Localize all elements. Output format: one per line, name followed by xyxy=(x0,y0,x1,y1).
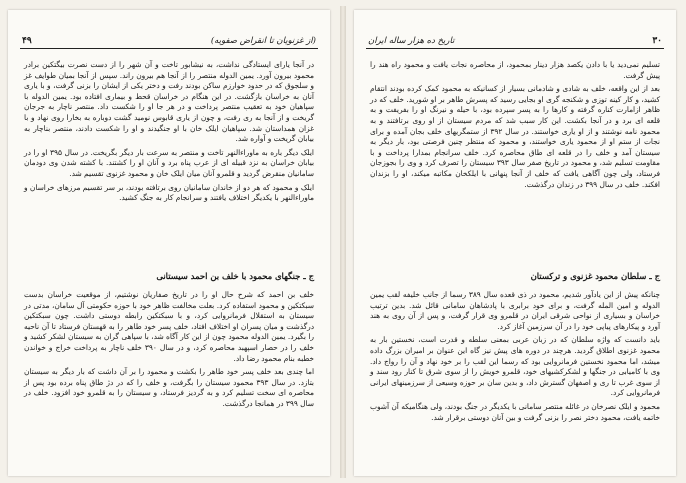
book-gutter xyxy=(340,6,346,478)
left-page-number: ۴۹ xyxy=(22,36,32,46)
paragraph: اما چندی بعد خلف پسر خود طاهر را بکشت و محمود را بر آن داشت که بار دیگر به سیستان بتازد. در سال ۳۹۳ محمود سیستان را بگرفت، و خلف را که در دژ طاق پناه برده بود پس از محاصره ای سخت تسلیم کرد و به گردیز فرستاد، و سیستان را به قلمرو خود افزود. خلف در سال ۳۹۹ در همانجا درگذشت. xyxy=(24,367,314,408)
left-page-header xyxy=(20,32,318,49)
paragraph: بعد از این واقعه، خلف به شادی و شادمانی بسیار از کسانیکه به محمود کمک کرده بودند انتقام کشید، و کار کینه توزی و شکنجه گری او بجایی رسید که پسرش طاهر بر او شورید. خلف که در ظاهر ازامارت کناره گرفته و کارها را به پسر سپرده بود، با حیله و نیرنگ او را بفریفت و به قلعه ای برد و در آنجا بکشت. این کار سبب شد که مردم سیستان از او روی برتافتند و به محمود نامه نوشتند و از او یاری خواستند. در سال ۳۹۲ از ستمگریهای خلف بجان آمده و برای نجات از ستم او از محمود یاری خواستند، و محمود که منتظر چنین فرصتی بود، بار دیگر به سیستان آمد و خلف را در قلعه ای طاق محاصره کرد. خلف سرانجام بمدارا پرداخت و با مقاومت تسلیم شد، و محمود در تاریخ صفر سال ۳۹۳ سیستان را تصرف کرد و وی را بجوزجان فرستاد، ولی چون آگاهی یافت که خلف از آنجا پنهانی با ایلکخان مکاتبه میکند، او را بزندان افکند. خلف در سال ۳۹۹ در زندان درگذشت. xyxy=(370,84,660,189)
paragraph: محمود و ایلک نصرخان در غائله منتصر سامانی با یکدیگر در جنگ بودند، ولی هنگامیکه آن آشوب خاتمه یافت، محمود دختر نصر را بزنی گرفت و بین آنان دوستی برقرار شد. xyxy=(370,401,660,422)
paragraph: ایلک دیگر باره به ماوراءالنهر تاخت و منتصر به سرعت بار دیگر بگریخت. در سال ۳۹۵ او را در بیابان خراسان به نزد قبیله ای از عرب پناه برد و آنان او را کشتند. با کشته شدن وی دودمان سامانیان منقرض گردید و قلمرو آنان میان ایلک خان و محمود غزنوی تقسیم شد. xyxy=(24,147,314,178)
paragraph: تسلیم نمی‌دید یا با دادن یکصد هزار دینار بمحمود، از محاصره نجات یافت و محمود راه هند را پیش گرفت. xyxy=(370,60,660,80)
right-page xyxy=(354,10,676,476)
left-page xyxy=(8,10,330,476)
left-section1-text xyxy=(24,60,314,207)
right-section1-text xyxy=(370,60,660,193)
right-section2-text xyxy=(370,290,660,426)
paragraph: ایلک و محمود که هر دو از خاندان سامانیان روی برتافته بودند، بر سر تقسیم مرزهای خراسان و ماوراءالنهر با یکدیگر اختلاف یافتند و سرانجام کار به جنگ کشید. xyxy=(24,182,314,203)
right-section2-heading: ج ـ سلطان محمود غزنوی و ترکستان xyxy=(530,271,660,281)
right-page-number: ۳۰ xyxy=(652,36,662,46)
left-section2-heading: ج ـ جنگهای محمود با خلف بن احمد سیستانی xyxy=(156,271,314,281)
paragraph: باید دانست که واژه سلطان که در زبان عربی بمعنی سلطه و قدرت است، نخستین بار به محمود غزنوی اطلاق گردید. هرچند در دوره های پیش نیز گاه این عنوان بر امیران بزرگ داده میشد، اما محمود نخستین فرمانروایی بود که رسما این لقب را بر خود نهاد و آن را رواج داد. وی با کامیابی در جنگها و لشکرکشیهای خود، قلمرو خویش را از سوی شرق تا کنار رود سند و از سوی غرب تا ری و اصفهان گسترش داد، و بدین سان بر حوزه وسیعی از سرزمینهای ایرانی فرمانروایی کرد. xyxy=(370,335,660,398)
right-page-header xyxy=(366,32,664,49)
paragraph: چنانکه پیش از این یادآور شدیم، محمود در ذی قعده سال ۳۸۹ رسما از جانب خلیفه لقب یمین الدوله و امین المله گرفت، و برای خود برابری با پادشاهان سامانی قائل شد. بدین ترتیب خراسان و بسیاری از نواحی شرقی ایران در قلمرو وی قرار گرفت، و پس از آن روی به هند آورد و پیکارهای پیاپی خود را در آن سرزمین آغاز کرد. xyxy=(370,290,660,331)
paragraph: خلف بن احمد که شرح حال او را در تاریخ صفاریان نوشتیم، از موقعیت خراسان بدست سبکتکین و محمود استفاده کرد. بعلت مخالفت ظاهر خود با حوزه حکومتی آل سامان، مدتی در سیستان به استقلال فرمانروایی کرد، و با سبکتکین رابطه دوستی داشت. چون سبکتکین درگذشت و میان پسران او اختلاف افتاد، خلف پسر خود طاهر را به قهستان فرستاد تا آن ناحیه را بگیرد. یمین الدوله محمود چون از این کار آگاه شد، با سپاهی گران به سیستان لشکر کشید و خلف را در حصار اسپهبد محاصره کرد، و در سال ۳۹۰ خلف ناچار به پرداخت خراج و خواندن خطبه بنام محمود رضا داد. xyxy=(24,290,315,363)
paragraph: در آنجا یارای ایستادگی نداشت، به نیشابور تاخت و آن شهر را از دست نصرت بیگتکین برادر محمود بیرون آورد. یمین الدوله منتصر را از آنجا هم بیرون راند. سپس از آنجا بمیان طوایف غز و سلجوق که در حدود خوارزم ساکن بودند رفت و دختر یکی از ایشان را بزنی گرفت، و با یاری آنان به خراسان بازگشت. در این هنگام در خراسان قحط و بیماری افتاده بود. یمین الدوله با سپاهیان خود به تعقیب منتصر پرداخت و در هر جا او را شکست داد. منتصر ناچار به جرجان گریخت و از آنجا به ری رفت، و چون از یاری قابوس نومید گشت دوباره به بخارا روی نهاد و با غزان همداستان شد. سپاهیان ایلک خان با او جنگیدند و او را شکست دادند، منتصر بناچار به بیابان گریخت و آواره شد. xyxy=(24,60,314,144)
left-running-title: (از غزنویان تا انقراض صفویه) xyxy=(210,36,316,46)
right-running-title: تاریخ ده هزار ساله ایران xyxy=(368,36,455,46)
left-section2-text xyxy=(24,290,314,413)
